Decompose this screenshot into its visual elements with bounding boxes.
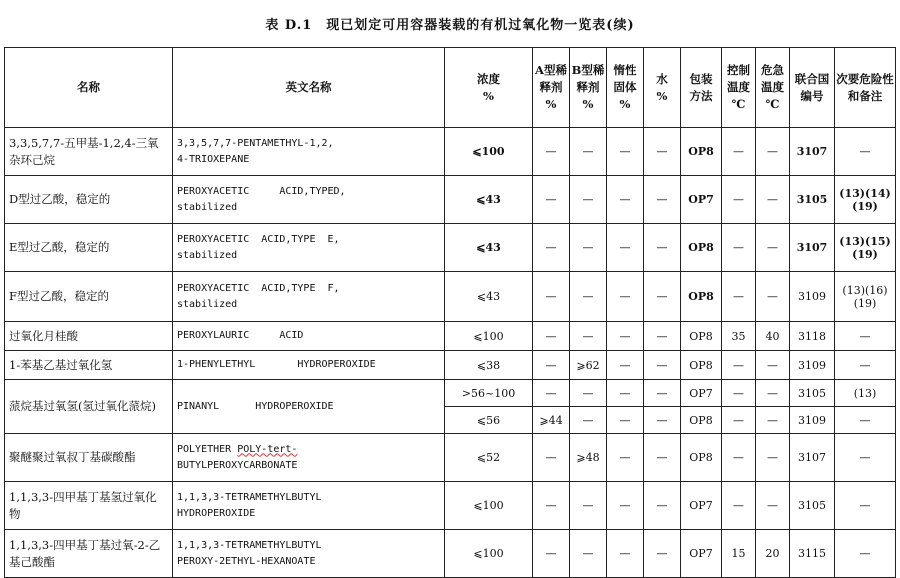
cell-un: 3115: [790, 530, 835, 578]
table-row: [5, 530, 896, 578]
col-ctrl: 控制 温度 ℃: [722, 48, 756, 128]
cell-un: 3109: [790, 407, 835, 434]
cell-ctrl: —: [722, 176, 756, 224]
cell-ctrl: —: [722, 407, 756, 434]
cell-dil-a: —: [533, 322, 570, 351]
cell-name: F型过乙酸，稳定的: [5, 272, 173, 322]
cell-en: 3,3,5,7,7-PENTAMETHYL-1,2, 4-TRIOXEPANE: [173, 128, 445, 176]
cell-inert: —: [607, 434, 644, 482]
cell-pack: OP8: [681, 434, 722, 482]
cell-conc: ⩽43: [445, 272, 533, 322]
cell-pack: OP7: [681, 176, 722, 224]
cell-inert: —: [607, 530, 644, 578]
cell-emerg: —: [756, 434, 790, 482]
cell-name: 3,3,5,7,7-五甲基-1,2,4-三氧杂环己烷: [5, 128, 173, 176]
cell-conc: ⩽38: [445, 351, 533, 380]
cell-emerg: —: [756, 351, 790, 380]
cell-water: —: [644, 322, 681, 351]
en-part-b: POLY-tert-: [237, 443, 298, 455]
cell-ctrl: —: [722, 351, 756, 380]
cell-inert: —: [607, 380, 644, 407]
cell-dil-a: —: [533, 434, 570, 482]
cell-pack: OP8: [681, 351, 722, 380]
cell-emerg: —: [756, 224, 790, 272]
cell-ctrl: —: [722, 482, 756, 530]
cell-dil-a: —: [533, 530, 570, 578]
cell-risk: (13)(15) (19): [835, 224, 896, 272]
table-row: [5, 351, 896, 380]
cell-name: 1,1,3,3-四甲基丁基过氧-2-乙基己酸酯: [5, 530, 173, 578]
col-dil-a: A型稀 释剂 %: [533, 48, 570, 128]
cell-water: —: [644, 351, 681, 380]
cell-dil-a: —: [533, 224, 570, 272]
col-conc: 浓度 %: [445, 48, 533, 128]
cell-en: 1-PHENYLETHYL HYDROPEROXIDE: [173, 351, 445, 380]
cell-pack: OP8: [681, 128, 722, 176]
cell-dil-b: —: [570, 224, 607, 272]
cell-en: PEROXYACETIC ACID,TYPED, stabilized: [173, 176, 445, 224]
cell-inert: —: [607, 322, 644, 351]
cell-dil-a: —: [533, 351, 570, 380]
cell-emerg: —: [756, 380, 790, 407]
cell-inert: —: [607, 272, 644, 322]
cell-name: 1-苯基乙基过氧化氢: [5, 351, 173, 380]
cell-water: —: [644, 224, 681, 272]
cell-en: 1,1,3,3-TETRAMETHYLBUTYL PEROXY-2ETHYL-HEXANOATE: [173, 530, 445, 578]
cell-conc: ⩽100: [445, 530, 533, 578]
table-row: [5, 322, 896, 351]
cell-risk: —: [835, 351, 896, 380]
cell-dil-a: —: [533, 380, 570, 407]
cell-emerg: —: [756, 407, 790, 434]
cell-name: D型过乙酸，稳定的: [5, 176, 173, 224]
cell-dil-b: —: [570, 322, 607, 351]
col-risk: 次要危险性 和备注: [835, 48, 896, 128]
cell-conc: >56~100: [445, 380, 533, 407]
cell-dil-b: ⩾48: [570, 434, 607, 482]
cell-en: [173, 434, 445, 482]
cell-emerg: —: [756, 272, 790, 322]
cell-en: PINANYL HYDROPEROXIDE: [173, 380, 445, 434]
cell-water: —: [644, 482, 681, 530]
cell-ctrl: —: [722, 224, 756, 272]
table-row: [5, 272, 896, 322]
cell-un: 3109: [790, 272, 835, 322]
col-water: 水 %: [644, 48, 681, 128]
cell-emerg: —: [756, 176, 790, 224]
col-pack: 包装 方法: [681, 48, 722, 128]
cell-un: 3118: [790, 322, 835, 351]
table-row: [5, 176, 896, 224]
cell-un: 3109: [790, 351, 835, 380]
organic-peroxide-table: [4, 47, 896, 578]
cell-inert: —: [607, 482, 644, 530]
cell-conc: ⩽100: [445, 482, 533, 530]
table-row: [5, 224, 896, 272]
cell-conc: ⩽100: [445, 128, 533, 176]
cell-dil-a: —: [533, 482, 570, 530]
cell-name: 聚醚聚过氧叔丁基碳酸酯: [5, 434, 173, 482]
cell-water: —: [644, 176, 681, 224]
cell-water: —: [644, 380, 681, 407]
cell-dil-b: ⩾62: [570, 351, 607, 380]
cell-conc: ⩽56: [445, 407, 533, 434]
cell-ctrl: 35: [722, 322, 756, 351]
cell-ctrl: —: [722, 434, 756, 482]
cell-risk: (13)(16) (19): [835, 272, 896, 322]
col-en-name: 英文名称: [173, 48, 445, 128]
cell-dil-a: —: [533, 272, 570, 322]
cell-en: 1,1,3,3-TETRAMETHYLBUTYL HYDROPEROXIDE: [173, 482, 445, 530]
cell-name: E型过乙酸，稳定的: [5, 224, 173, 272]
cell-pack: OP8: [681, 407, 722, 434]
cell-inert: —: [607, 224, 644, 272]
cell-emerg: 20: [756, 530, 790, 578]
cell-ctrl: —: [722, 272, 756, 322]
cell-dil-a: —: [533, 176, 570, 224]
col-un: 联合国 编号: [790, 48, 835, 128]
cell-un: 3107: [790, 128, 835, 176]
cell-en: PEROXYACETIC ACID,TYPE E, stabilized: [173, 224, 445, 272]
cell-pack: OP8: [681, 272, 722, 322]
col-inert: 惰性 固体 %: [607, 48, 644, 128]
cell-dil-b: —: [570, 176, 607, 224]
cell-dil-b: —: [570, 482, 607, 530]
cell-conc: ⩽100: [445, 322, 533, 351]
cell-inert: —: [607, 128, 644, 176]
cell-pack: OP7: [681, 482, 722, 530]
en-part-a: POLYETHER: [177, 443, 238, 455]
cell-name: 1,1,3,3-四甲基丁基氢过氧化物: [5, 482, 173, 530]
cell-inert: —: [607, 407, 644, 434]
cell-dil-b: —: [570, 128, 607, 176]
cell-risk: —: [835, 128, 896, 176]
cell-emerg: —: [756, 482, 790, 530]
table-row: [5, 482, 896, 530]
cell-un: 3105: [790, 380, 835, 407]
table-row: [5, 434, 896, 482]
cell-water: —: [644, 434, 681, 482]
cell-dil-a: —: [533, 128, 570, 176]
cell-water: —: [644, 407, 681, 434]
cell-risk: —: [835, 407, 896, 434]
cell-un: 3105: [790, 482, 835, 530]
cell-pack: OP8: [681, 322, 722, 351]
cell-en: PEROXYLAURIC ACID: [173, 322, 445, 351]
table-row: [5, 380, 896, 407]
cell-pack: OP7: [681, 530, 722, 578]
cell-risk: —: [835, 322, 896, 351]
cell-water: —: [644, 530, 681, 578]
cell-pack: OP8: [681, 224, 722, 272]
col-dil-b: B型稀 释剂 %: [570, 48, 607, 128]
header-row: [5, 48, 896, 128]
table-title: 表 D.1 现已划定可用容器装载的有机过氧化物一览表(续): [265, 18, 635, 33]
cell-dil-a: ⩾44: [533, 407, 570, 434]
cell-en: PEROXYACETIC ACID,TYPE F, stabilized: [173, 272, 445, 322]
cell-risk: —: [835, 530, 896, 578]
cell-ctrl: 15: [722, 530, 756, 578]
col-emerg: 危急 温度 ℃: [756, 48, 790, 128]
cell-un: 3105: [790, 176, 835, 224]
cell-pack: OP7: [681, 380, 722, 407]
cell-water: —: [644, 272, 681, 322]
cell-risk: —: [835, 434, 896, 482]
cell-risk: —: [835, 482, 896, 530]
cell-inert: —: [607, 351, 644, 380]
cell-un: 3107: [790, 224, 835, 272]
cell-risk: (13): [835, 380, 896, 407]
cell-dil-b: —: [570, 530, 607, 578]
cell-dil-b: —: [570, 272, 607, 322]
cell-emerg: —: [756, 128, 790, 176]
cell-un: 3107: [790, 434, 835, 482]
table-row: [5, 128, 896, 176]
cell-conc: ⩽43: [445, 176, 533, 224]
cell-emerg: 40: [756, 322, 790, 351]
cell-ctrl: —: [722, 380, 756, 407]
cell-dil-b: —: [570, 380, 607, 407]
col-name: 名称: [5, 48, 173, 128]
cell-inert: —: [607, 176, 644, 224]
cell-conc: ⩽52: [445, 434, 533, 482]
cell-name: 蒎烷基过氧氢(氢过氧化蒎烷): [5, 380, 173, 434]
cell-name: 过氧化月桂酸: [5, 322, 173, 351]
cell-dil-b: —: [570, 407, 607, 434]
cell-water: —: [644, 128, 681, 176]
en-part-c: BUTYLPEROXYCARBONATE: [177, 459, 298, 471]
cell-risk: (13)(14) (19): [835, 176, 896, 224]
cell-conc: ⩽43: [445, 224, 533, 272]
cell-ctrl: —: [722, 128, 756, 176]
